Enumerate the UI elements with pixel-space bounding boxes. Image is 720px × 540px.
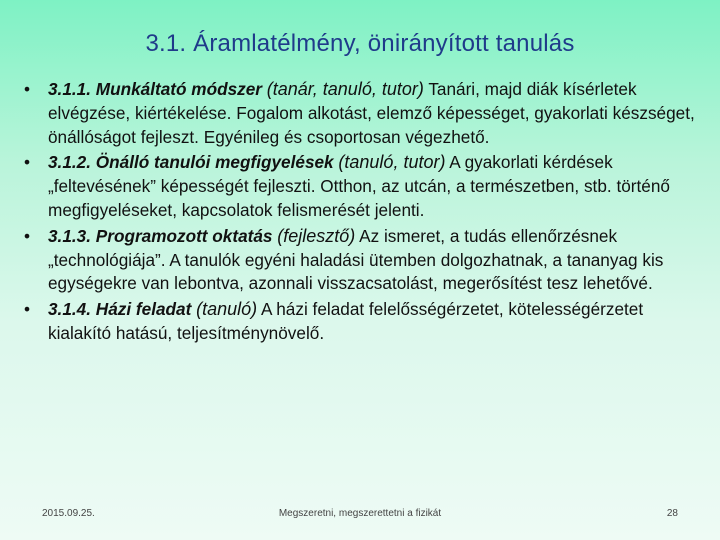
item-number: 3.1.4. xyxy=(48,299,92,320)
footer-date: 2015.09.25. xyxy=(42,508,95,519)
bullet-dot: • xyxy=(23,299,31,320)
item-role: (fejlesztő) xyxy=(277,225,356,246)
footer xyxy=(0,508,720,524)
item-name: Házi feladat xyxy=(95,299,192,320)
bullet-list xyxy=(18,78,708,348)
bullet-dot: • xyxy=(23,79,31,99)
footer-caption: Megszeretni, megszerettetni a fizikát xyxy=(278,508,442,519)
slide-title: 3.1. Áramlatélmény, önirányított tanulás xyxy=(145,30,575,57)
item-text: A gyakorlati kérdések „feltevésének” képességét fejleszti. Otthon, az utcán, a természetben, stb. történő megfigyeléseket, kapcsolatok felismerését jelenti. xyxy=(48,152,670,220)
bullet-item xyxy=(18,298,708,346)
item-number: 3.1.2. xyxy=(48,152,92,173)
page-number: 28 xyxy=(666,508,678,519)
bullet-item xyxy=(18,151,708,222)
item-text: Tanári, majd diák kísérletek elvégzése, kiértékelése. Fogalom alkotást, elemző képességet, gyakorlati készséget, önállóságot fejleszt. Egyénileg és csoportosan végezhető. xyxy=(48,79,695,147)
item-role: (tanár, tanuló, tutor) xyxy=(266,79,424,99)
item-role: (tanuló) xyxy=(196,299,258,320)
bullet-item xyxy=(18,225,708,296)
item-name: Munkáltató módszer xyxy=(95,79,262,99)
bullet-item xyxy=(18,78,708,149)
item-text: A házi feladat felelősségérzetet, kötelességérzetet kialakító hatású, teljesítménynövelő. xyxy=(48,299,644,343)
bullet-dot: • xyxy=(23,225,31,246)
item-name: Programozott oktatás xyxy=(95,225,273,246)
bullet-dot: • xyxy=(23,152,31,173)
item-number: 3.1.1. xyxy=(48,79,92,99)
item-text: Az ismeret, a tudás ellenőrzésnek „technológiája”. A tanulók egyéni haladási ütemben dolgozhatnak, a tananyag kis egységekre van lebontva, azonnali visszacsatolást, megerősítést tesz lehetővé. xyxy=(48,225,664,294)
item-name: Önálló tanulói megfigyelések xyxy=(95,152,334,173)
item-number: 3.1.3. xyxy=(48,225,92,246)
item-role: (tanuló, tutor) xyxy=(338,152,446,173)
